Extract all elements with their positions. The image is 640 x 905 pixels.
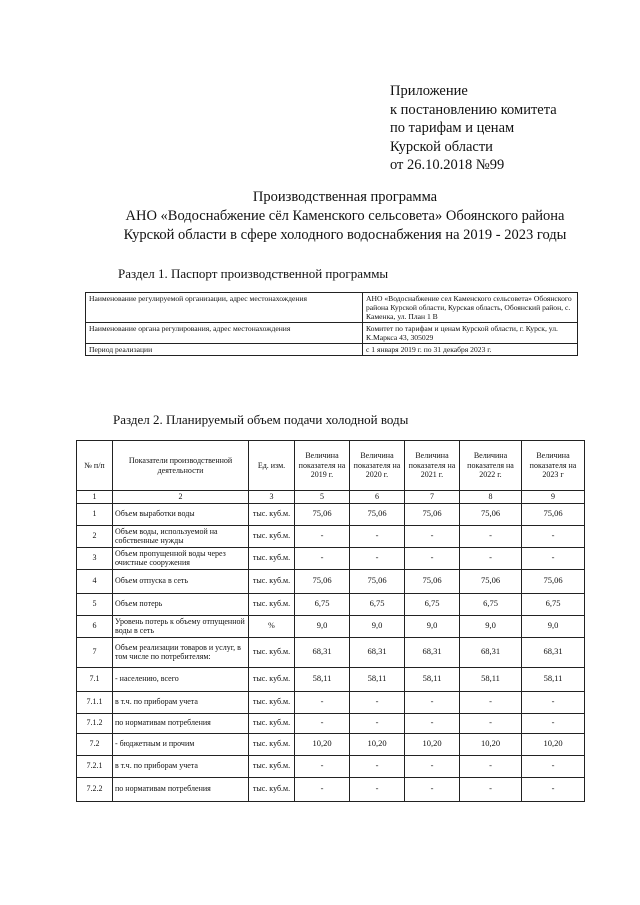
header-row: [77, 441, 585, 491]
row-value: -: [295, 713, 350, 733]
passport-table: [85, 292, 578, 356]
row-unit: тыс. куб.м.: [249, 713, 295, 733]
row-value: -: [522, 547, 585, 569]
passport-value: АНО «Водоснабжение сел Каменского сельсовета» Обоянского района Курской области, Курская область, Обоянский район, с. Каменка, ул. План 1 В: [363, 293, 578, 323]
row-value: -: [350, 547, 405, 569]
row-value: 75,06: [405, 503, 460, 525]
row-value: 75,06: [522, 503, 585, 525]
table-row: [77, 503, 585, 525]
row-name: по нормативам потребления: [113, 713, 249, 733]
appendix-line: от 26.10.2018 №99: [390, 157, 505, 173]
row-name: - населению, всего: [113, 667, 249, 691]
table-row: [77, 777, 585, 801]
row-name: Объем воды, используемой на собственные нужды: [113, 525, 249, 547]
row-name: в т.ч. по приборам учета: [113, 755, 249, 777]
row-value: 75,06: [350, 569, 405, 593]
row-unit: тыс. куб.м.: [249, 569, 295, 593]
row-value: -: [405, 713, 460, 733]
row-unit: тыс. куб.м.: [249, 733, 295, 755]
table-row: [77, 547, 585, 569]
row-value: 75,06: [460, 569, 522, 593]
col-header-unit: Ед. изм.: [249, 441, 295, 491]
column-number: 1: [77, 491, 113, 504]
row-value: 75,06: [295, 569, 350, 593]
row-value: 10,20: [295, 733, 350, 755]
row-name: Объем отпуска в сеть: [113, 569, 249, 593]
row-value: -: [522, 713, 585, 733]
passport-value: Комитет по тарифам и ценам Курской области, г. Курск, ул. К.Маркса 43, 305029: [363, 323, 578, 344]
col-header-name: Показатели производственной деятельности: [113, 441, 249, 491]
row-name: Уровень потерь к объему отпущенной воды в сеть: [113, 615, 249, 637]
section-2-heading: Раздел 2. Планируемый объем подачи холодной воды: [113, 412, 409, 427]
row-value: 9,0: [405, 615, 460, 637]
row-unit: тыс. куб.м.: [249, 691, 295, 713]
row-value: 9,0: [350, 615, 405, 637]
row-value: 9,0: [295, 615, 350, 637]
row-value: 68,31: [295, 637, 350, 667]
row-value: -: [522, 755, 585, 777]
row-unit: тыс. куб.м.: [249, 525, 295, 547]
table-row: [77, 525, 585, 547]
row-value: 10,20: [522, 733, 585, 755]
row-value: 6,75: [460, 593, 522, 615]
table-row: [77, 569, 585, 593]
passport-label: Наименование регулируемой организации, адрес местонахождения: [86, 293, 363, 323]
row-number: 7.1.1: [77, 691, 113, 713]
column-number: 5: [295, 491, 350, 504]
title-line: Курской области в сфере холодного водоснабжения на 2019 - 2023 годы: [123, 227, 567, 243]
title-line: Производственная программа: [252, 189, 438, 205]
row-number: 7: [77, 637, 113, 667]
appendix-block: [390, 82, 557, 175]
row-value: -: [522, 777, 585, 801]
row-value: -: [460, 777, 522, 801]
row-name: - бюджетным и прочим: [113, 733, 249, 755]
row-value: -: [460, 547, 522, 569]
passport-row: [86, 323, 578, 344]
row-value: 75,06: [295, 503, 350, 525]
row-unit: %: [249, 615, 295, 637]
table-row: [77, 615, 585, 637]
appendix-line: Курской области: [390, 138, 493, 155]
row-value: 75,06: [522, 569, 585, 593]
passport-label: Период реализации: [86, 344, 363, 356]
row-unit: тыс. куб.м.: [249, 637, 295, 667]
row-value: 68,31: [460, 637, 522, 667]
row-value: 68,31: [350, 637, 405, 667]
row-value: -: [350, 777, 405, 801]
row-value: 10,20: [460, 733, 522, 755]
row-value: -: [405, 691, 460, 713]
row-number: 3: [77, 547, 113, 569]
table-row: [77, 755, 585, 777]
row-value: -: [522, 691, 585, 713]
row-unit: тыс. куб.м.: [249, 547, 295, 569]
appendix-line: к постановлению комитета: [390, 101, 557, 118]
row-name: Объем выработки воды: [113, 503, 249, 525]
row-number: 7.2.1: [77, 755, 113, 777]
column-number: 2: [113, 491, 249, 504]
table-row: [77, 667, 585, 691]
row-number: 6: [77, 615, 113, 637]
row-number: 7.1.2: [77, 713, 113, 733]
row-number: 7.2.2: [77, 777, 113, 801]
table-row: [77, 637, 585, 667]
row-number: 5: [77, 593, 113, 615]
row-value: -: [295, 691, 350, 713]
row-value: 58,11: [460, 667, 522, 691]
row-value: 58,11: [350, 667, 405, 691]
col-header-2022: Величина показателя на 2022 г.: [460, 441, 522, 491]
row-value: -: [350, 755, 405, 777]
row-number: 1: [77, 503, 113, 525]
row-unit: тыс. куб.м.: [249, 777, 295, 801]
row-value: -: [295, 525, 350, 547]
row-number: 7.2: [77, 733, 113, 755]
row-name: Объем реализации товаров и услуг, в том числе по потребителям:: [113, 637, 249, 667]
col-header-2019: Величина показателя на 2019 г.: [295, 441, 350, 491]
row-name: по нормативам потребления: [113, 777, 249, 801]
passport-value: с 1 января 2019 г. по 31 декабря 2023 г.: [363, 344, 578, 356]
column-number: 7: [405, 491, 460, 504]
row-value: -: [460, 755, 522, 777]
col-header-2023: Величина показателя на 2023 г: [522, 441, 585, 491]
row-value: 10,20: [350, 733, 405, 755]
row-value: 6,75: [522, 593, 585, 615]
row-value: -: [295, 777, 350, 801]
column-number: 6: [350, 491, 405, 504]
title-line: АНО «Водоснабжение сёл Каменского сельсовета» Обоянского района: [125, 208, 565, 224]
row-value: 10,20: [405, 733, 460, 755]
row-value: -: [295, 755, 350, 777]
row-name: Объем потерь: [113, 593, 249, 615]
row-value: -: [460, 691, 522, 713]
row-value: -: [522, 525, 585, 547]
appendix-line: по тарифам и ценам: [390, 120, 515, 136]
row-value: -: [350, 713, 405, 733]
passport-row: [86, 293, 578, 323]
row-value: 58,11: [522, 667, 585, 691]
col-header-2021: Величина показателя на 2021 г.: [405, 441, 460, 491]
row-unit: тыс. куб.м.: [249, 593, 295, 615]
row-value: -: [350, 525, 405, 547]
column-number-row: [77, 491, 585, 504]
row-value: 68,31: [405, 637, 460, 667]
row-value: -: [405, 755, 460, 777]
table-row: [77, 733, 585, 755]
row-value: 9,0: [522, 615, 585, 637]
row-value: 6,75: [405, 593, 460, 615]
row-value: 75,06: [405, 569, 460, 593]
row-value: -: [460, 713, 522, 733]
row-value: 58,11: [405, 667, 460, 691]
row-number: 7.1: [77, 667, 113, 691]
row-value: -: [405, 525, 460, 547]
column-number: 9: [522, 491, 585, 504]
row-value: -: [405, 547, 460, 569]
table-row: [77, 713, 585, 733]
row-value: 75,06: [460, 503, 522, 525]
col-header-2020: Величина показателя на 2020 г.: [350, 441, 405, 491]
table-row: [77, 593, 585, 615]
col-header-number: № п/п: [77, 441, 113, 491]
row-number: 2: [77, 525, 113, 547]
row-value: 6,75: [295, 593, 350, 615]
row-value: -: [405, 777, 460, 801]
table-row: [77, 691, 585, 713]
row-value: -: [350, 691, 405, 713]
document-title: [70, 188, 620, 245]
row-number: 4: [77, 569, 113, 593]
row-value: 9,0: [460, 615, 522, 637]
row-unit: тыс. куб.м.: [249, 667, 295, 691]
passport-row: [86, 344, 578, 356]
row-unit: тыс. куб.м.: [249, 503, 295, 525]
appendix-line: Приложение: [390, 83, 468, 99]
passport-label: Наименование органа регулирования, адрес местонахождения: [86, 323, 363, 344]
row-name: в т.ч. по приборам учета: [113, 691, 249, 713]
row-value: 75,06: [350, 503, 405, 525]
row-unit: тыс. куб.м.: [249, 755, 295, 777]
volume-table: [76, 440, 585, 802]
column-number: 8: [460, 491, 522, 504]
row-name: Объем пропущенной воды через очистные сооружения: [113, 547, 249, 569]
row-value: -: [295, 547, 350, 569]
row-value: 68,31: [522, 637, 585, 667]
row-value: -: [460, 525, 522, 547]
section-1-heading: Раздел 1. Паспорт производственной программы: [118, 266, 389, 281]
row-value: 6,75: [350, 593, 405, 615]
column-number: 3: [249, 491, 295, 504]
row-value: 58,11: [295, 667, 350, 691]
